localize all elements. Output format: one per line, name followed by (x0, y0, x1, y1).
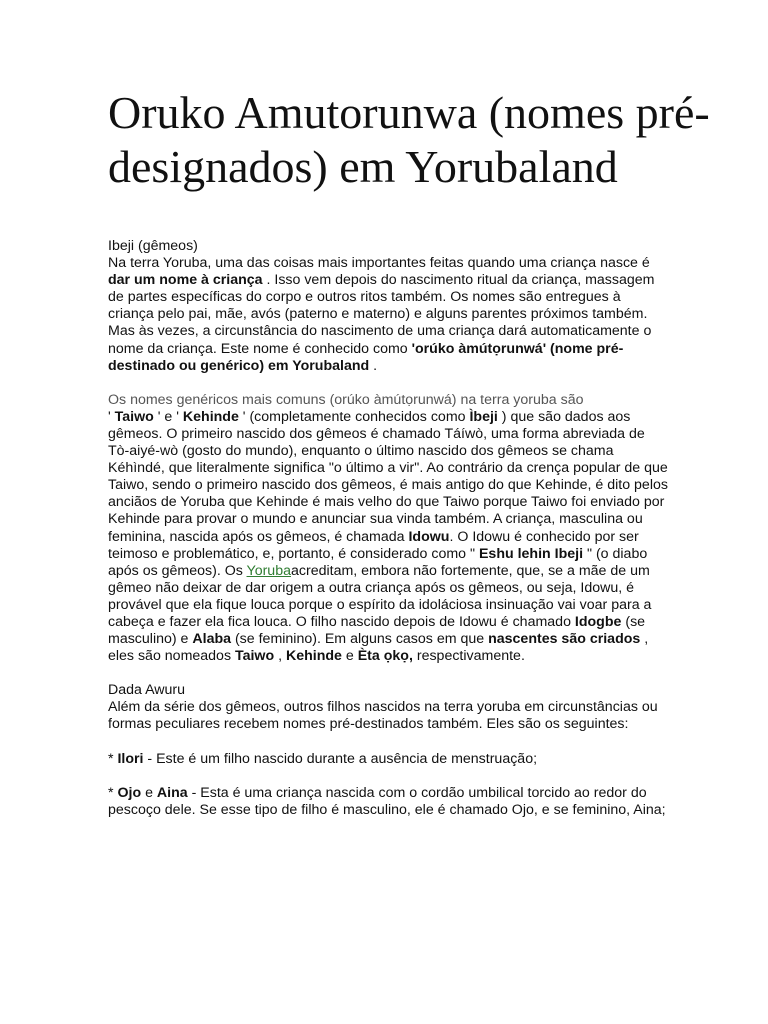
paragraph-twins (108, 409, 668, 665)
text-run: . O Idowu é conhecido por ser teimoso e problemático, e, portanto, é considerado como " (108, 528, 639, 562)
bold-run: Èta ọkọ, (357, 648, 413, 665)
section-heading-ibeji: Ibeji (gêmeos) (108, 238, 198, 254)
paragraph-generic-names-lead: Os nomes genéricos mais comuns (orúko àmútọrunwá) na terra yoruba são (108, 391, 584, 408)
section-heading-dada-awuru: Dada Awuru (108, 682, 186, 699)
spacer (108, 734, 668, 751)
text-run: e (341, 648, 358, 665)
text-run: . (369, 357, 378, 374)
bold-run: Eshu lehin Ibeji (478, 545, 584, 562)
bold-run: Idowu (408, 528, 450, 545)
list-item-ojo-aina (108, 785, 668, 819)
bold-run: Kehinde (285, 648, 342, 665)
bold-run: Taiwo (234, 648, 275, 665)
spacer (108, 768, 668, 785)
bold-run: Taiwo (114, 408, 154, 425)
text-run: acreditam, embora não fortemente, que, se a mãe de um gêmeo não deixar de dar origem a outra criança após os gêmeos, ou seja, Idowu, é provável que ela fique louca porque o espírito da idoláciosa insinuação vai voar para a cabeça e fazer ela fica louca. O filho nascido depois de Idowu é chamado (108, 562, 652, 630)
text-run: ' (108, 408, 115, 425)
bold-run: Ìbeji (469, 408, 498, 425)
bold-run: 'orúko àmútọrunwá' (nome pré-destinado ou genérico) em Yorubaland (108, 340, 624, 374)
bold-run: Alaba (192, 631, 232, 648)
paragraph-other-names: Além da série dos gêmeos, outros filhos nascidos na terra yoruba em circunstâncias ou formas peculiares recebem nomes pré-destinados também. Eles são os seguintes: (108, 699, 658, 733)
document-body (108, 238, 668, 819)
bold-run: nascentes são criados (488, 631, 641, 648)
text-run: respectivamente. (412, 648, 525, 665)
text-run: - Esta é uma criança nascida com o cordão umbilical torcido ao redor do pescoço dele. Se esse tipo de filho é masculino, ele é chamado Ojo, e se feminino, Aina; (108, 784, 666, 818)
spacer (108, 375, 668, 392)
text-run: (se feminino). Em alguns casos em que (231, 631, 489, 648)
text-run: - Este é um filho nascido durante a ausência de menstruação; (143, 750, 538, 767)
text-run: e (141, 784, 157, 801)
text-run: . Isso vem depois do nascimento ritual da criança, massagem de partes específicas do corpo e outros ritos também. Os nomes são entregues à criança pelo pai, mãe, avós (paterno e materno) e alguns parentes próximos também. Mas às vezes, a circunstância do nascimento de uma criança dará automaticamente o nome da criança. Este nome é conhecido como (108, 272, 655, 357)
text-run: (se masculino) e (108, 613, 646, 648)
bullet-marker: * (108, 750, 118, 767)
yoruba-link[interactable]: Yoruba (246, 562, 291, 579)
page-title: Oruko Amutorunwa (nomes pré-designados) em Yorubaland (108, 87, 710, 192)
text-run: , eles são nomeados (108, 631, 649, 665)
bold-run: Ojo (117, 784, 142, 801)
paragraph-naming (108, 255, 668, 375)
text-run: ) que são dados aos gêmeos. O primeiro nascido dos gêmeos é chamado Táíwò, uma forma abreviada de Tò-aiyé-wò (gosto do mundo), enquanto o último nascido dos gêmeos se chama Kéhìndé, que literalmente significa "o último a vir". Ao contrário da crença popular de que Taiwo, sendo o primeiro nascido dos gêmeos, é mais antigo do que Kehinde, é dito pelos anciãos de Yoruba que Kehinde é mais velho do que Taiwo porque Taiwo foi enviado por Kehinde para provar o mundo e anunciar sua vinda também. A criança, masculina ou feminina, nascida após os gêmeos, é chamada (108, 408, 668, 545)
bullet-marker: * (108, 784, 118, 801)
spacer (108, 665, 668, 682)
list-item-ilori (108, 751, 668, 768)
bold-run: Kehinde (182, 408, 239, 425)
text-run: , (274, 648, 286, 665)
bold-run: Idogbe (574, 613, 622, 630)
text-run: Na terra Yoruba, uma das coisas mais importantes feitas quando uma criança nasce é (108, 255, 650, 272)
text-run: ' (completamente conhecidos como (238, 408, 470, 425)
bold-run: dar um nome à criança (108, 272, 263, 289)
bold-run: Ilori (117, 750, 144, 767)
text-run: ' e ' (153, 408, 183, 425)
bold-run: Aina (156, 784, 188, 801)
text-run: " (o diabo após os gêmeos). Os (108, 545, 648, 579)
